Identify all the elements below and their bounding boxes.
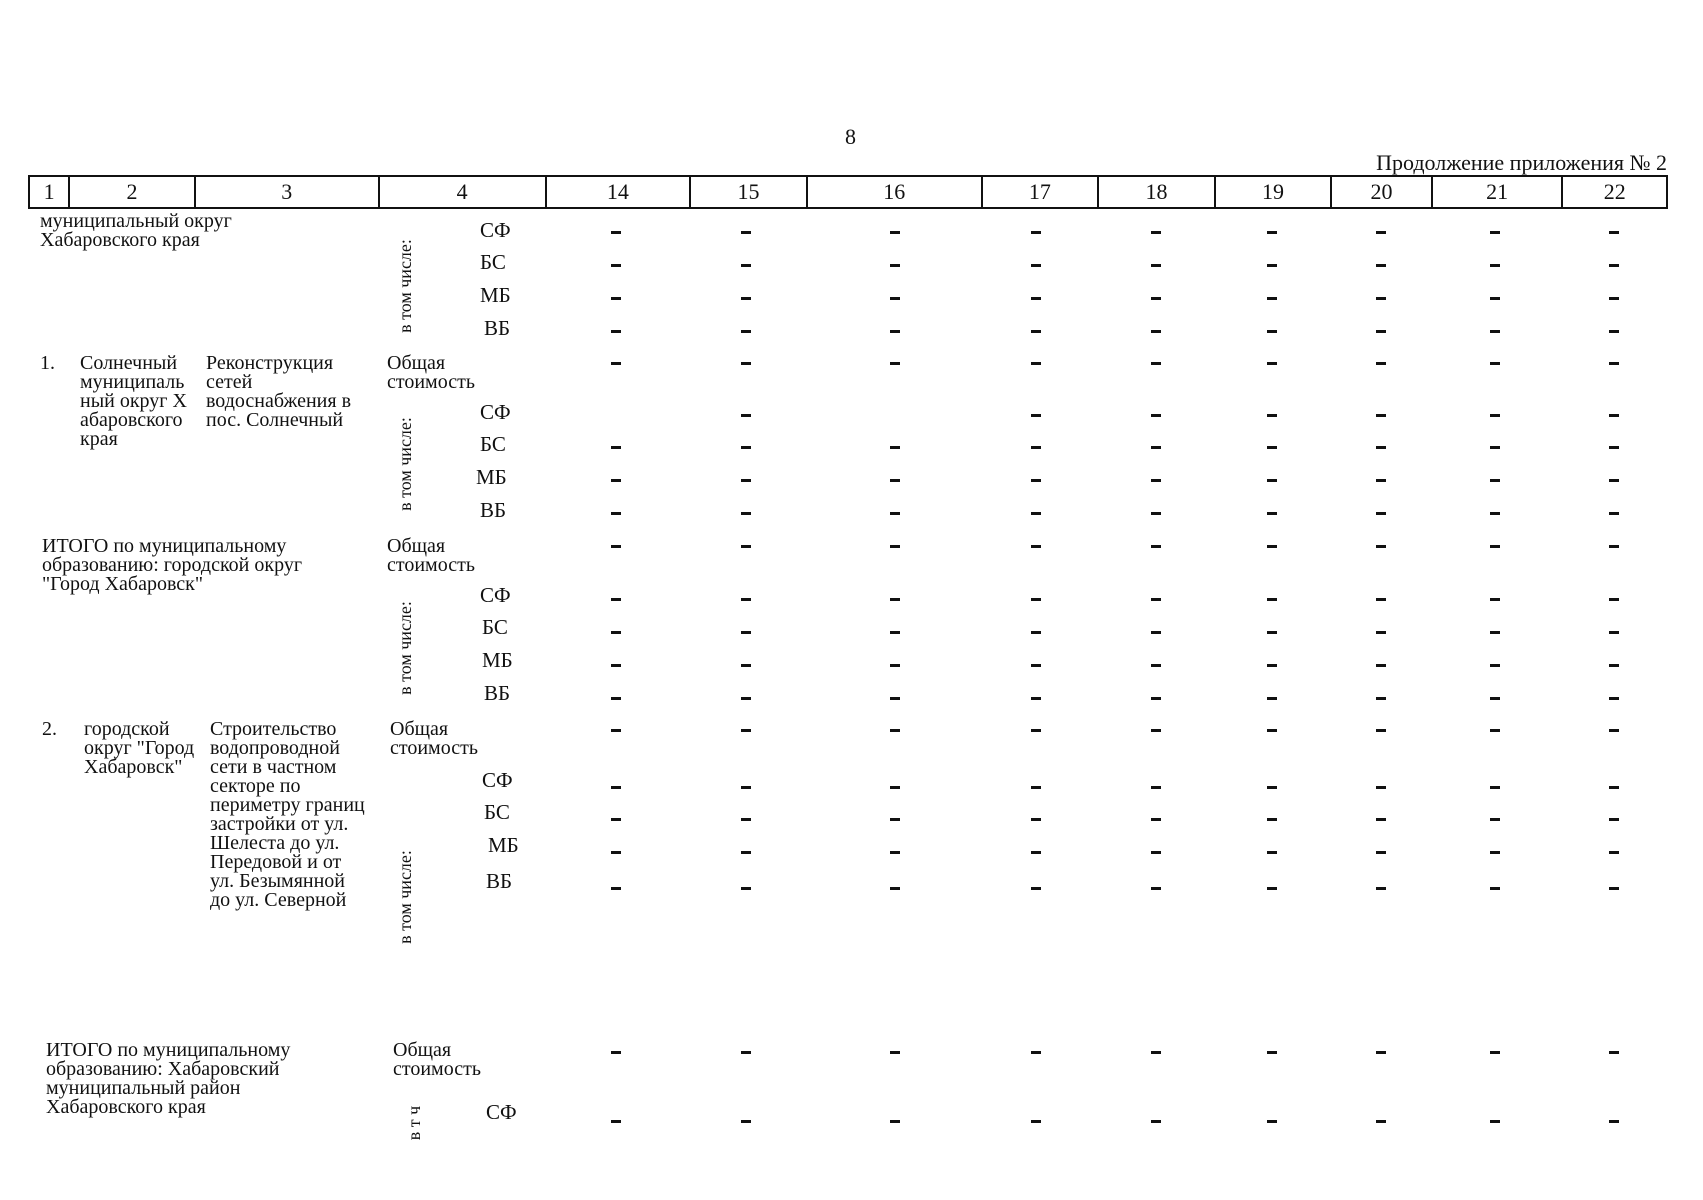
value-dash <box>741 231 751 234</box>
value-dash <box>890 664 900 667</box>
value-dash <box>1609 697 1619 700</box>
funding-bs: БС <box>480 250 506 274</box>
value-dash <box>611 664 621 667</box>
value-dash <box>1151 851 1161 854</box>
funding-bs: БС <box>480 432 506 456</box>
funding-bs: БС <box>484 800 510 824</box>
value-dash <box>741 1120 751 1123</box>
value-dash <box>741 479 751 482</box>
col-header: 17 <box>982 176 1099 208</box>
value-dash <box>1376 729 1386 732</box>
column-header-table <box>28 175 1668 209</box>
value-dash <box>1031 729 1041 732</box>
value-dash <box>890 887 900 890</box>
including-label: в том числе: <box>395 417 415 511</box>
value-dash <box>1031 330 1041 333</box>
value-dash <box>1031 818 1041 821</box>
value-dash <box>1376 446 1386 449</box>
funding-mb: МБ <box>480 283 511 307</box>
value-dash <box>1490 446 1500 449</box>
value-dash <box>611 697 621 700</box>
value-dash <box>1376 1051 1386 1054</box>
funding-sf: СФ <box>480 583 511 607</box>
value-dash <box>1609 1120 1619 1123</box>
value-dash <box>890 512 900 515</box>
value-dash <box>1267 664 1277 667</box>
value-dash <box>741 264 751 267</box>
value-dash <box>1151 545 1161 548</box>
value-dash <box>1490 1120 1500 1123</box>
funding-vb: ВБ <box>486 869 513 893</box>
value-dash <box>1031 851 1041 854</box>
value-dash <box>890 1051 900 1054</box>
value-dash <box>1609 414 1619 417</box>
value-dash <box>1267 786 1277 789</box>
total-cost-label: Общая стоимость <box>387 535 475 576</box>
col-header: 20 <box>1331 176 1431 208</box>
value-dash <box>890 362 900 365</box>
column-number-row <box>29 176 1667 208</box>
funding-mb: МБ <box>488 833 519 857</box>
value-dash <box>1031 631 1041 634</box>
value-dash <box>611 729 621 732</box>
value-dash <box>1376 1120 1386 1123</box>
value-dash <box>1267 362 1277 365</box>
value-dash <box>741 664 751 667</box>
value-dash <box>890 818 900 821</box>
value-dash <box>611 512 621 515</box>
value-dash <box>1267 598 1277 601</box>
value-dash <box>611 631 621 634</box>
value-dash <box>1376 479 1386 482</box>
value-dash <box>1490 786 1500 789</box>
value-dash <box>741 446 751 449</box>
value-dash <box>1031 664 1041 667</box>
value-dash <box>1609 786 1619 789</box>
value-dash <box>1376 264 1386 267</box>
value-dash <box>1609 1051 1619 1054</box>
value-dash <box>1151 264 1161 267</box>
value-dash <box>890 1120 900 1123</box>
value-dash <box>890 697 900 700</box>
value-dash <box>611 264 621 267</box>
total-cost-label: Общая стоимость <box>390 718 478 759</box>
value-dash <box>1031 264 1041 267</box>
value-dash <box>1151 598 1161 601</box>
value-dash <box>1376 818 1386 821</box>
value-dash <box>1490 697 1500 700</box>
value-dash <box>1151 297 1161 300</box>
value-dash <box>1267 264 1277 267</box>
total-label: ИТОГО по муниципальному образованию: Хабаровский муниципальный район Хабаровского края <box>46 1039 291 1118</box>
value-dash <box>1151 818 1161 821</box>
value-dash <box>611 1120 621 1123</box>
value-dash <box>611 362 621 365</box>
value-dash <box>1151 330 1161 333</box>
value-dash <box>1151 512 1161 515</box>
value-dash <box>1376 297 1386 300</box>
funding-sf: СФ <box>482 768 513 792</box>
value-dash <box>1267 330 1277 333</box>
value-dash <box>1267 297 1277 300</box>
value-dash <box>1151 414 1161 417</box>
value-dash <box>1151 631 1161 634</box>
value-dash <box>1031 446 1041 449</box>
value-dash <box>1609 664 1619 667</box>
value-dash <box>1376 231 1386 234</box>
value-dash <box>741 297 751 300</box>
value-dash <box>1267 446 1277 449</box>
value-dash <box>1151 231 1161 234</box>
value-dash <box>611 598 621 601</box>
col-header: 16 <box>807 176 982 208</box>
value-dash <box>1031 414 1041 417</box>
value-dash <box>1031 786 1041 789</box>
value-dash <box>1267 1120 1277 1123</box>
value-dash <box>1376 414 1386 417</box>
funding-vb: ВБ <box>484 681 511 705</box>
value-dash <box>1151 697 1161 700</box>
value-dash <box>1609 330 1619 333</box>
value-dash <box>741 598 751 601</box>
value-dash <box>1490 297 1500 300</box>
value-dash <box>1490 729 1500 732</box>
value-dash <box>1267 631 1277 634</box>
value-dash <box>890 851 900 854</box>
value-dash <box>741 786 751 789</box>
value-dash <box>1031 1120 1041 1123</box>
value-dash <box>1151 362 1161 365</box>
funding-mb: МБ <box>476 465 507 489</box>
col-header: 19 <box>1215 176 1332 208</box>
value-dash <box>1267 512 1277 515</box>
project-name-cell: Строительство водопроводной сети в частном секторе по периметру границ застройки от ул. Шелеста до ул. Передовой и от ул. Безымянной до ул. Северной <box>210 718 365 911</box>
value-dash <box>1376 631 1386 634</box>
row-number: 1. <box>40 352 55 374</box>
value-dash <box>741 887 751 890</box>
value-dash <box>1267 1051 1277 1054</box>
value-dash <box>1609 512 1619 515</box>
value-dash <box>1031 697 1041 700</box>
value-dash <box>1267 545 1277 548</box>
value-dash <box>741 631 751 634</box>
value-dash <box>890 231 900 234</box>
value-dash <box>611 1051 621 1054</box>
value-dash <box>611 818 621 821</box>
value-dash <box>1151 786 1161 789</box>
value-dash <box>1151 729 1161 732</box>
total-label: ИТОГО по муниципальному образованию: городской округ "Город Хабаровск" <box>42 535 303 595</box>
value-dash <box>890 479 900 482</box>
value-dash <box>890 631 900 634</box>
value-dash <box>741 362 751 365</box>
value-dash <box>1267 479 1277 482</box>
value-dash <box>1490 264 1500 267</box>
value-dash <box>1376 330 1386 333</box>
value-dash <box>1151 1051 1161 1054</box>
value-dash <box>1490 414 1500 417</box>
value-dash <box>890 786 900 789</box>
value-dash <box>1031 231 1041 234</box>
value-dash <box>741 545 751 548</box>
value-dash <box>1376 598 1386 601</box>
value-dash <box>1267 414 1277 417</box>
value-dash <box>611 479 621 482</box>
value-dash <box>1031 479 1041 482</box>
value-dash <box>890 446 900 449</box>
continuation-note: Продолжение приложения № 2 <box>1376 150 1667 175</box>
value-dash <box>1151 446 1161 449</box>
funding-sf: СФ <box>480 218 511 242</box>
value-dash <box>1151 887 1161 890</box>
value-dash <box>1490 362 1500 365</box>
value-dash <box>1490 1051 1500 1054</box>
value-dash <box>611 887 621 890</box>
col-header: 21 <box>1432 176 1563 208</box>
col-header: 15 <box>690 176 807 208</box>
value-dash <box>890 729 900 732</box>
value-dash <box>1490 231 1500 234</box>
including-label: в том числе: <box>395 601 415 695</box>
including-label: в том числе: <box>395 850 415 944</box>
funding-vb: ВБ <box>480 498 507 522</box>
col-header: 1 <box>29 176 69 208</box>
total-cost-label: Общая стоимость <box>393 1039 481 1080</box>
value-dash <box>1609 231 1619 234</box>
including-label-truncated: в т ч <box>404 1105 424 1141</box>
value-dash <box>1490 887 1500 890</box>
value-dash <box>1609 818 1619 821</box>
funding-vb: ВБ <box>484 316 511 340</box>
value-dash <box>1031 1051 1041 1054</box>
funding-mb: МБ <box>482 648 513 672</box>
value-dash <box>1151 1120 1161 1123</box>
value-dash <box>1376 664 1386 667</box>
col-header: 14 <box>546 176 691 208</box>
funding-sf: СФ <box>486 1100 517 1124</box>
value-dash <box>1609 545 1619 548</box>
value-dash <box>890 264 900 267</box>
value-dash <box>1490 330 1500 333</box>
value-dash <box>611 330 621 333</box>
value-dash <box>890 330 900 333</box>
value-dash <box>741 729 751 732</box>
value-dash <box>611 231 621 234</box>
value-dash <box>1267 729 1277 732</box>
value-dash <box>1031 598 1041 601</box>
value-dash <box>890 598 900 601</box>
value-dash <box>1031 887 1041 890</box>
value-dash <box>741 697 751 700</box>
including-label: в том числе: <box>395 239 415 333</box>
value-dash <box>1490 818 1500 821</box>
value-dash <box>1376 512 1386 515</box>
value-dash <box>1609 264 1619 267</box>
value-dash <box>1609 446 1619 449</box>
value-dash <box>741 512 751 515</box>
value-dash <box>1609 297 1619 300</box>
value-dash <box>741 414 751 417</box>
value-dash <box>741 330 751 333</box>
value-dash <box>1490 664 1500 667</box>
project-name-cell: Реконструкция сетей водоснабжения в пос. Солнечный <box>206 352 352 431</box>
value-dash <box>1376 786 1386 789</box>
value-dash <box>611 851 621 854</box>
value-dash <box>1609 729 1619 732</box>
value-dash <box>890 297 900 300</box>
value-dash <box>1490 631 1500 634</box>
value-dash <box>1376 851 1386 854</box>
value-dash <box>1267 231 1277 234</box>
value-dash <box>1490 851 1500 854</box>
col-header: 22 <box>1562 176 1667 208</box>
funding-bs: БС <box>482 615 508 639</box>
value-dash <box>1267 697 1277 700</box>
value-dash <box>1490 545 1500 548</box>
value-dash <box>1490 512 1500 515</box>
total-cost-label: Общая стоимость <box>387 352 475 393</box>
municipality-cell: городской округ "Город Хабаровск" <box>84 718 195 778</box>
row-number: 2. <box>42 718 57 740</box>
value-dash <box>611 545 621 548</box>
value-dash <box>1609 887 1619 890</box>
value-dash <box>1376 697 1386 700</box>
value-dash <box>1267 818 1277 821</box>
value-dash <box>1376 887 1386 890</box>
value-dash <box>1609 631 1619 634</box>
value-dash <box>1031 297 1041 300</box>
value-dash <box>1031 545 1041 548</box>
value-dash <box>611 446 621 449</box>
value-dash <box>1376 362 1386 365</box>
funding-sf: СФ <box>480 400 511 424</box>
value-dash <box>1609 851 1619 854</box>
col-header: 18 <box>1098 176 1215 208</box>
value-dash <box>1267 887 1277 890</box>
value-dash <box>1490 598 1500 601</box>
page-number: 8 <box>845 124 856 149</box>
value-dash <box>1490 479 1500 482</box>
total-label: муниципальный округ Хабаровского края <box>40 210 232 251</box>
value-dash <box>1151 664 1161 667</box>
value-dash <box>1609 362 1619 365</box>
value-dash <box>1031 512 1041 515</box>
value-dash <box>1376 545 1386 548</box>
value-dash <box>890 545 900 548</box>
col-header: 2 <box>69 176 195 208</box>
col-header: 4 <box>379 176 546 208</box>
value-dash <box>611 297 621 300</box>
value-dash <box>1151 479 1161 482</box>
value-dash <box>741 1051 751 1054</box>
value-dash <box>611 786 621 789</box>
municipality-cell: Солнечный муниципальный округ Хабаровского края <box>80 352 187 450</box>
value-dash <box>1609 479 1619 482</box>
value-dash <box>741 818 751 821</box>
value-dash <box>1031 362 1041 365</box>
value-dash <box>1267 851 1277 854</box>
value-dash <box>741 851 751 854</box>
col-header: 3 <box>195 176 379 208</box>
value-dash <box>1609 598 1619 601</box>
